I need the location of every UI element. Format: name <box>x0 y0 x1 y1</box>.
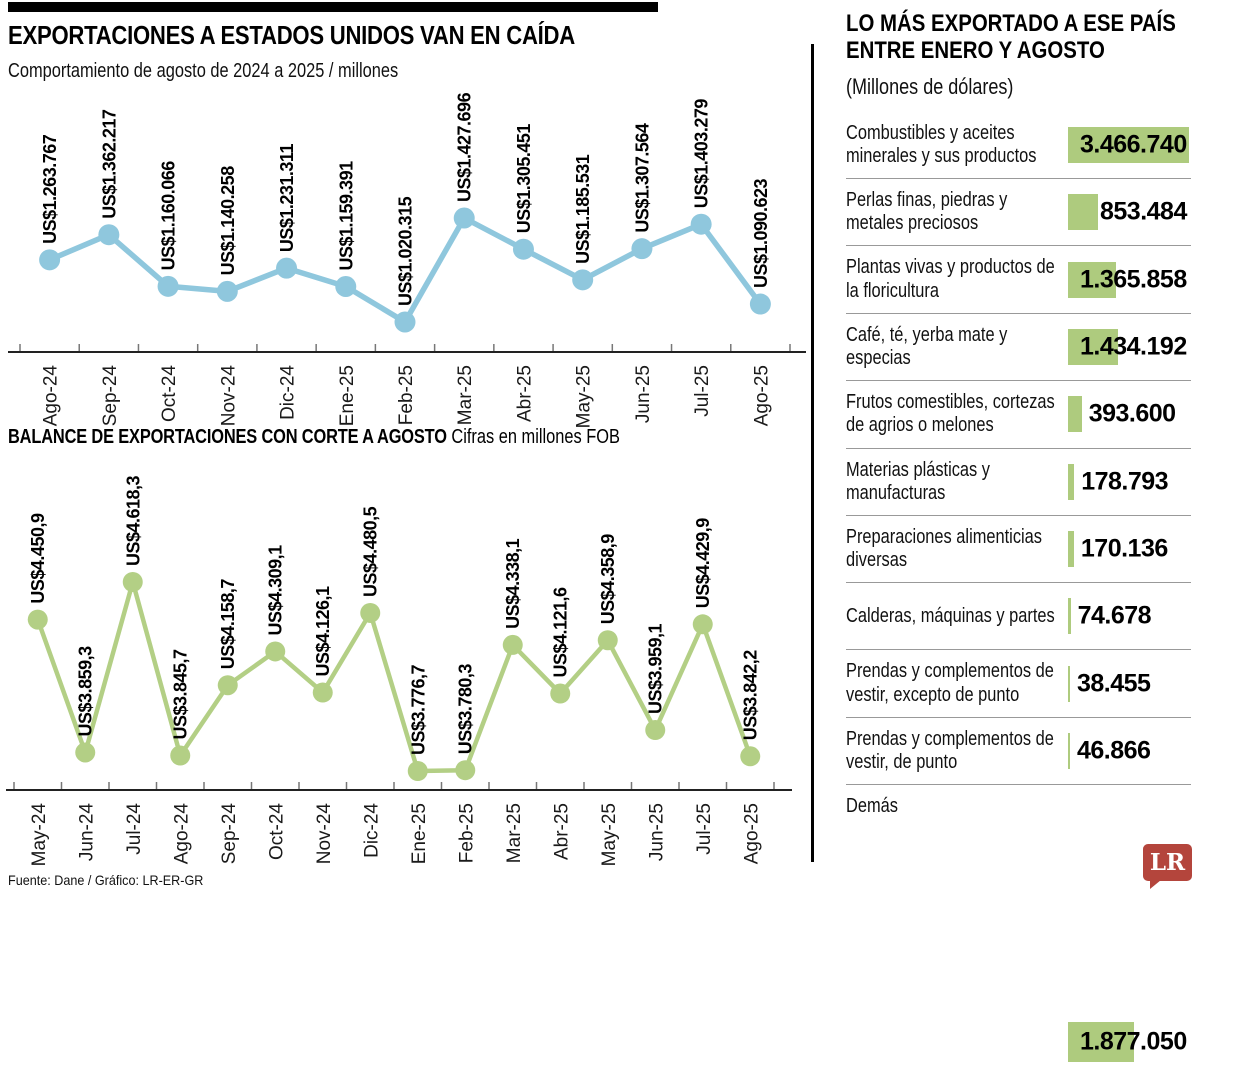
value-label: US$4.126,1 <box>313 586 334 677</box>
monthly-exports-line-chart <box>0 60 812 445</box>
source-credit <box>8 872 225 888</box>
export-category-label <box>846 391 1068 437</box>
data-line <box>50 218 761 322</box>
export-value-cell <box>1068 594 1191 638</box>
data-point-marker <box>455 760 475 780</box>
data-line <box>38 582 751 771</box>
value-label: US$1.090.623 <box>750 178 771 289</box>
export-value: 170.136 <box>1080 534 1168 563</box>
export-value-bar <box>1068 194 1098 230</box>
export-category-label <box>846 459 1068 505</box>
export-value-bar <box>1068 733 1070 769</box>
month-label: Dic-24 <box>361 803 383 858</box>
export-category-label <box>846 728 1068 774</box>
export-category-row <box>846 381 1191 448</box>
value-label: US$1.020.315 <box>395 196 416 306</box>
value-label: US$3.776,7 <box>408 664 429 755</box>
export-category-label-text: Prendas y complementos de vestir, excepto de punto <box>846 660 1054 706</box>
month-label: Jun-24 <box>76 803 98 862</box>
export-category-label-text: Preparaciones alimenticias diversas <box>846 525 1042 572</box>
data-point-marker <box>740 746 760 766</box>
source-credit-text: Fuente: Dane / Gráfico: LR-ER-GR <box>8 872 204 888</box>
value-label: US$4.358,9 <box>598 534 619 625</box>
value-label: US$1.403.279 <box>691 99 712 209</box>
export-category-label <box>846 795 1068 1017</box>
export-value-bar <box>1068 598 1071 634</box>
export-value-cell <box>1068 190 1191 234</box>
month-label: Jun-25 <box>646 803 668 862</box>
export-value-bar <box>1068 464 1074 500</box>
export-value-cell <box>1068 258 1191 302</box>
title-accent-bar <box>8 2 658 12</box>
data-point-marker <box>123 572 143 592</box>
value-label: US$4.618,3 <box>123 475 144 566</box>
value-label: US$3.959,1 <box>645 623 666 715</box>
export-category-row <box>846 650 1191 717</box>
export-category-label <box>846 189 1068 235</box>
month-label: May-24 <box>28 803 50 867</box>
value-label: US$4.158,7 <box>218 579 239 670</box>
data-point-marker <box>218 675 238 695</box>
export-value-bar <box>1068 531 1074 567</box>
export-category-label-text: Café, té, yerba mate y especias <box>846 323 1008 370</box>
month-label: Abr-25 <box>551 803 573 861</box>
export-category-label <box>846 660 1068 706</box>
value-label: US$3.845,7 <box>170 649 191 740</box>
export-value-cell <box>1068 460 1191 504</box>
value-label: US$3.842,2 <box>740 650 761 741</box>
month-label: Sep-24 <box>99 365 121 427</box>
data-point-marker <box>454 208 475 229</box>
export-value-cell <box>1068 392 1191 436</box>
value-label: US$1.263.767 <box>40 134 61 244</box>
value-label: US$1.305.451 <box>513 124 534 234</box>
sidebar-subtitle <box>846 74 1191 100</box>
export-value-bar <box>1068 396 1082 432</box>
data-point-marker <box>39 249 60 270</box>
month-label: Nov-24 <box>313 803 335 865</box>
month-label: Jul-25 <box>692 365 714 417</box>
data-point-marker <box>691 214 712 235</box>
export-category-row <box>846 718 1191 785</box>
export-category-row <box>846 179 1191 246</box>
export-value: 1.365.858 <box>1080 265 1187 294</box>
export-value: 74.678 <box>1077 601 1152 630</box>
chart2-heading <box>8 426 754 449</box>
vertical-divider <box>811 44 814 862</box>
export-category-row <box>846 314 1191 381</box>
export-category-label-text: Demás <box>846 795 898 818</box>
data-point-marker <box>28 610 48 630</box>
export-value-cell <box>1068 325 1191 369</box>
export-category-label-text: Perlas finas, piedras y metales preciosos <box>846 189 1008 235</box>
month-label: Oct-24 <box>159 365 181 423</box>
sidebar-subtitle-text: (Millones de dólares) <box>846 73 1014 99</box>
month-label: Feb-25 <box>456 803 478 864</box>
export-category-label <box>846 256 1068 302</box>
export-category-label-text: Materias plásticas y manufacturas <box>846 458 991 504</box>
month-label: Mar-25 <box>455 365 477 426</box>
export-category-list <box>846 112 1191 1065</box>
data-point-marker <box>98 224 119 245</box>
data-point-marker <box>408 761 428 781</box>
data-point-marker <box>513 239 534 260</box>
month-label: Ene-25 <box>336 365 358 427</box>
month-label: May-25 <box>573 365 595 429</box>
lr-logo <box>1143 844 1192 881</box>
data-point-marker <box>598 630 618 650</box>
export-value: 46.866 <box>1077 736 1151 765</box>
data-point-marker <box>170 746 190 766</box>
value-label: US$3.859,3 <box>75 646 96 737</box>
sidebar-title-line1: LO MÁS EXPORTADO A ESE PAÍS <box>846 10 1176 37</box>
top-exports-sidebar <box>833 10 1191 1065</box>
value-label: US$1.159.391 <box>336 161 357 271</box>
export-value-cell <box>1068 1019 1191 1065</box>
chart2-title: BALANCE DE EXPORTACIONES CON CORTE A AGOSTO <box>8 426 447 448</box>
export-value: 1.434.192 <box>1080 332 1187 361</box>
export-value: 3.466.740 <box>1080 130 1187 159</box>
month-label: Dic-24 <box>277 365 299 420</box>
month-label: Oct-24 <box>266 803 288 861</box>
export-value: 178.793 <box>1081 467 1169 496</box>
export-value: 853.484 <box>1100 197 1187 226</box>
export-category-label <box>846 122 1068 168</box>
export-category-label-text: Calderas, máquinas y partes <box>846 604 1055 627</box>
value-label: US$1.307.564 <box>632 123 653 233</box>
month-label: Ago-24 <box>171 803 193 865</box>
data-point-marker <box>750 294 771 315</box>
value-label: US$4.309,1 <box>265 545 286 636</box>
export-category-row <box>846 583 1191 650</box>
export-category-row <box>846 112 1191 179</box>
month-label: Ago-25 <box>741 803 763 865</box>
export-category-label-text: Frutos comestibles, cortezas de agrios o melones <box>846 391 1055 437</box>
chart1-subtitle <box>8 60 484 83</box>
value-label: US$1.140.258 <box>217 166 238 276</box>
value-label: US$1.427.696 <box>454 92 475 202</box>
month-label: Mar-25 <box>503 803 525 864</box>
month-label: Ago-25 <box>751 365 773 427</box>
export-value: 38.455 <box>1077 669 1151 698</box>
export-value: 393.600 <box>1088 399 1176 428</box>
data-point-marker <box>572 269 593 290</box>
chart1-subtitle-text: Comportamiento de agosto de 2024 a 2025 / millones <box>8 60 399 82</box>
data-point-marker <box>395 312 416 333</box>
data-point-marker <box>693 614 713 634</box>
export-category-label <box>846 526 1068 572</box>
data-point-marker <box>265 641 285 661</box>
month-label: Feb-25 <box>396 365 417 426</box>
data-point-marker <box>503 635 523 655</box>
chart2-subtitle: Cifras en millones FOB <box>451 426 620 448</box>
export-category-label-text: Plantas vivas y productos de la floricultura <box>846 256 1055 302</box>
data-point-marker <box>645 720 665 740</box>
value-label: US$4.480,5 <box>360 506 381 597</box>
chart2-heading-text <box>8 426 620 449</box>
export-category-label <box>846 605 1068 628</box>
data-point-marker <box>158 276 179 297</box>
data-point-marker <box>550 684 570 704</box>
value-label: US$1.160.066 <box>158 161 179 271</box>
export-value-cell <box>1068 527 1191 571</box>
export-category-row <box>846 785 1191 1065</box>
data-point-marker <box>217 281 238 302</box>
month-label: Jul-24 <box>123 803 145 855</box>
export-category-row <box>846 449 1191 516</box>
month-label: Nov-24 <box>218 365 240 427</box>
lr-logo-text: LR <box>1149 849 1186 876</box>
month-label: Jul-25 <box>693 803 715 855</box>
data-point-marker <box>313 683 333 703</box>
data-point-marker <box>75 742 95 762</box>
month-label: Sep-24 <box>218 803 240 865</box>
sidebar-title-line2: ENTRE ENERO Y AGOSTO <box>846 37 1105 65</box>
value-label: US$1.362.217 <box>99 109 120 219</box>
value-label: US$4.338,1 <box>503 538 524 629</box>
sidebar-title <box>846 10 1191 65</box>
data-point-marker <box>276 258 297 279</box>
page-title-text: EXPORTACIONES A ESTADOS UNIDOS VAN EN CAÍDA <box>8 20 575 50</box>
export-category-row <box>846 516 1191 583</box>
data-point-marker <box>360 603 380 623</box>
export-value-cell <box>1068 729 1191 773</box>
export-value-cell <box>1068 662 1191 706</box>
data-point-marker <box>335 276 356 297</box>
value-label: US$4.121,6 <box>550 587 571 678</box>
page-title <box>8 20 675 51</box>
export-category-label <box>846 324 1068 370</box>
export-value-bar <box>1068 666 1070 702</box>
export-category-row <box>846 246 1191 313</box>
export-category-label-text: Combustibles y aceites minerales y sus productos <box>846 121 1037 167</box>
export-category-label-text: Prendas y complementos de vestir, de punto <box>846 727 1054 773</box>
value-label: US$1.231.311 <box>277 144 298 253</box>
export-value-cell <box>1068 123 1191 167</box>
value-label: US$1.185.531 <box>573 154 594 264</box>
data-point-marker <box>631 238 652 259</box>
value-label: US$4.429,9 <box>693 518 714 609</box>
value-label: US$3.780,3 <box>455 664 476 755</box>
month-label: Jun-25 <box>632 365 654 424</box>
month-label: Ene-25 <box>408 803 430 865</box>
balance-exports-line-chart <box>0 455 812 885</box>
month-label: Abr-25 <box>514 365 536 423</box>
month-label: Ago-24 <box>40 365 62 427</box>
month-label: May-25 <box>598 803 620 867</box>
export-value: 1.877.050 <box>1080 1027 1187 1056</box>
value-label: US$4.450,9 <box>28 513 49 604</box>
